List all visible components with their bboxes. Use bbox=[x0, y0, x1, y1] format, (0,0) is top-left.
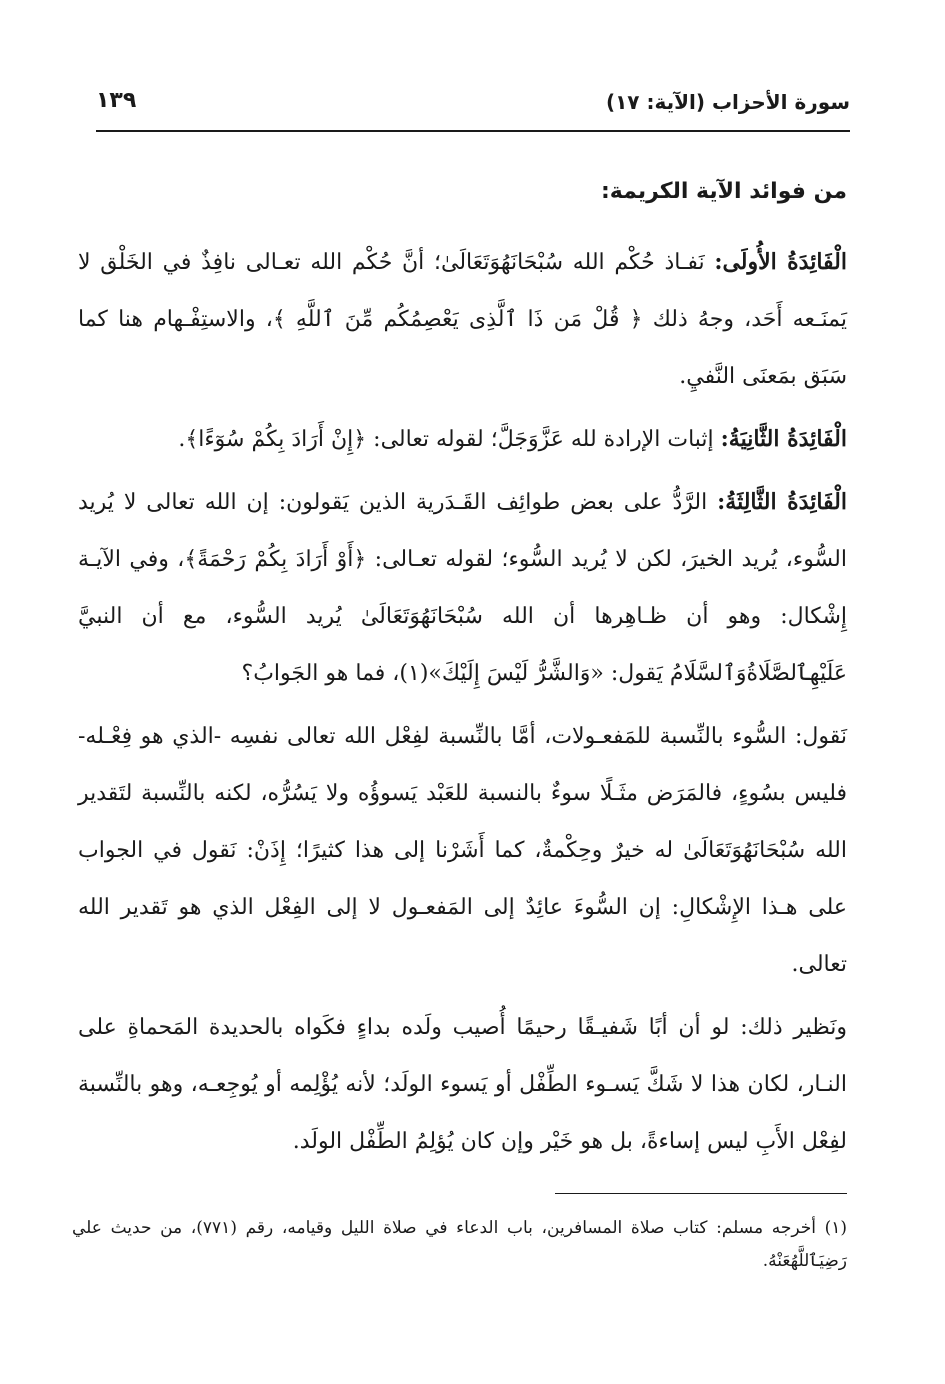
paragraph-lead: الْفَائِدَةُ الأُولَى: bbox=[714, 249, 847, 275]
paragraph-text: إثبات الإرادة لله عَزَّوَجَلَّ؛ لقوله تعالى: ﴿إِنْ أَرَادَ بِكُمْ سُوٓءًا﴾. bbox=[178, 427, 714, 452]
paragraph-answer bbox=[78, 708, 847, 993]
page-number: ١٣٩ bbox=[96, 88, 137, 113]
paragraph-lead: الْفَائِدَةُ الثَّانِيَةُ: bbox=[720, 426, 847, 452]
paragraph-lead: الْفَائِدَةُ الثَّالِثَةُ: bbox=[717, 489, 847, 515]
footnote-rule bbox=[555, 1193, 847, 1194]
paragraph-benefit-1 bbox=[78, 234, 847, 405]
paragraph-text: ونَظير ذلك: لو أن أبًا شَفيـقًا رحيمًا أُصيب ولَده بداءٍ فكَواه بالحديدة المَحماةِ على النـار، لكان هذا لا شَكَّ يَسـوء الطِّفْل أو يَسوء الولَد؛ لأنه يُؤْلِمه أو يُوجِعـه، وهو بالنِّسبة لفِعْل الأَبِ ليس إساءةً، بل هو خَيْر وإن كان يُؤلِمُ الطِّفْل الولَد. bbox=[78, 1015, 847, 1154]
paragraph-text: نَقول: السُّوء بالنِّسبة للمَفعـولات، أمَّا بالنِّسبة لفِعْل الله تعالى نفسِه -الذي هو فِعْـله- فليس بسُوءٍ، فالمَرَض مثَـلًا سوءٌ بالنسبة للعَبْد يَسوؤُه ولا يَسُرُّه، لكنه بالنِّسبة لتَقدير الله سُبْحَانَهُوَتَعَالَىٰ له خيرٌ وحِكْمةٌ، كما أَشَرْنا إلى هذا كثيرًا؛ إِذَنْ: نَقول في الجواب على هـذا الإِشْكالِ: إن السُّوءَ عائِدٌ إلى المَفعـول لا إلى الفِعْل الذي هو تَقدير الله تعالى. bbox=[78, 724, 847, 977]
section-heading: من فوائد الآية الكريمة: bbox=[600, 179, 847, 204]
header-rule bbox=[96, 130, 850, 132]
paragraph-text: نَفـاذ حُكْم الله سُبْحَانَهُوَتَعَالَىٰ؛ أنَّ حُكْم الله تعـالى نافِذٌ في الخَلْق لا يَمنَـعه أَحَد، وجهُ ذلك ﴿ قُلْ مَن ذَا ٱلَّذِى يَعْصِمُكُم مِّنَ ٱللَّهِ ﴾، والاستِفْـهام هنا كما سَبَق بمَعنَى النَّفيِ. bbox=[78, 250, 847, 389]
main-text bbox=[78, 170, 847, 1176]
chapter-title: سورة الأحزاب (الآية: ١٧) bbox=[605, 90, 850, 114]
running-header bbox=[96, 86, 850, 126]
paragraph-benefit-3 bbox=[78, 474, 847, 702]
paragraph-text: الرَّدُّ على بعض طوائِف القَـدَرية الذين يَقولون: إن الله تعالى لا يُريد السُّوء، يُريد الخيرَ، لكن لا يُريد السُّوء؛ لقوله تعـالى: ﴿أَوْ أَرَادَ بِكُمْ رَحْمَةً﴾، وفي الآيـة إِشْكال: وهو أن ظـاهِرها أن الله سُبْحَانَهُوَتَعَالَىٰ يُريد السُّوء، مع أن النبيَّ عَلَيْهِٱلصَّلَاةُوَٱلسَّلَامُ يَقول: «وَالشَّرُّ لَيْسَ إِلَيْكَ»(١)، فما هو الجَوابُ؟ bbox=[78, 490, 847, 686]
paragraph-example bbox=[78, 999, 847, 1170]
footnote: (١) أخرجه مسلم: كتاب صلاة المسافرين، باب الدعاء في صلاة الليل وقيامه، رقم (٧٧١)، من حديث علي رَضِيَٱللَّهُعَنْهُ. bbox=[72, 1218, 847, 1271]
paragraph-benefit-2 bbox=[78, 411, 847, 468]
